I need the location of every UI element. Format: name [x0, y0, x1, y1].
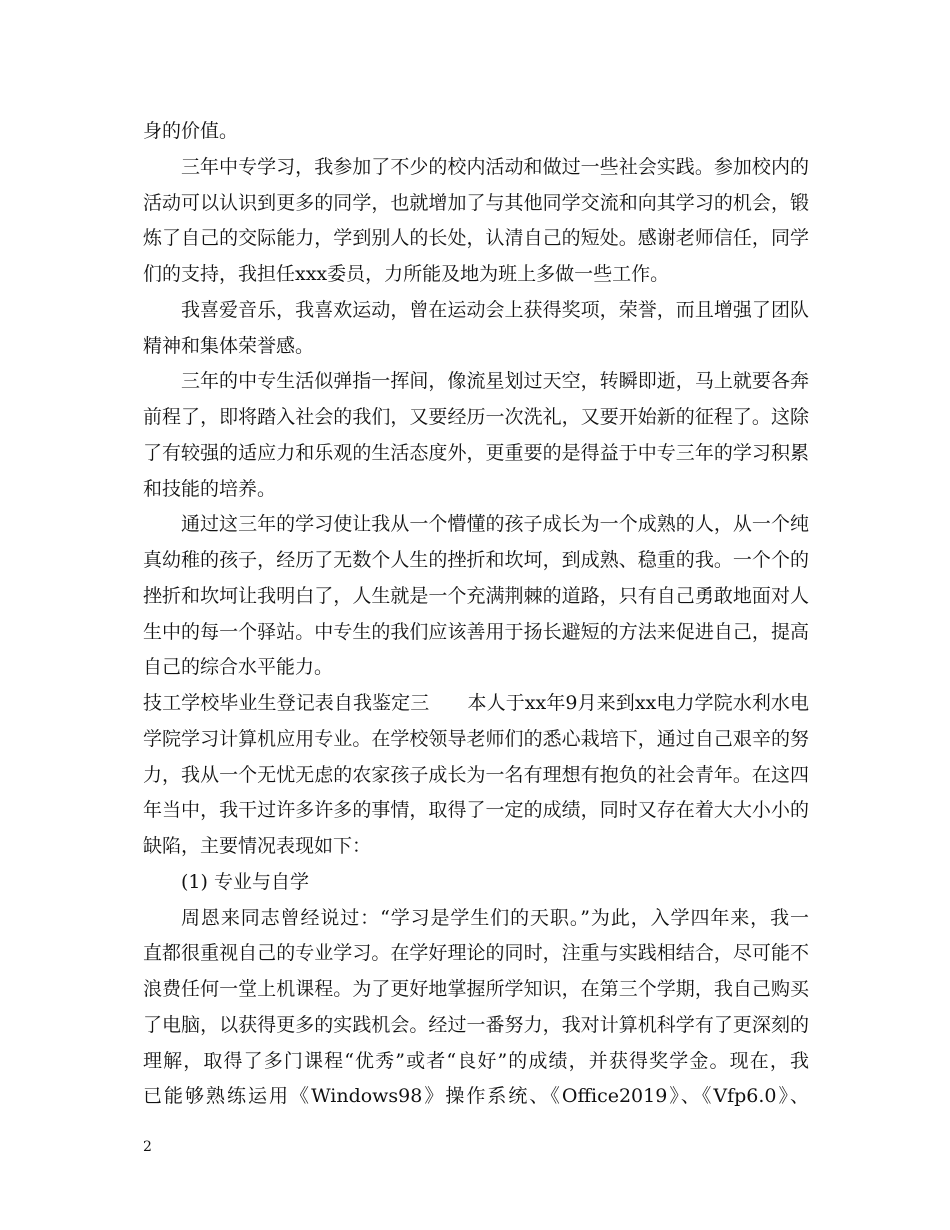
text-line: 了电脑，以获得更多的实践机会。经过一番努力，我对计算机科学有了更深刻的 [143, 1013, 809, 1036]
text-line: 精神和集体荣誉感。 [143, 334, 315, 357]
text-line: 挫折和坎坷让我明白了，人生就是一个充满荆棘的道路，只有自己勇敢地面对人 [143, 584, 809, 607]
text-line: 学院学习计算机应用专业。在学校领导老师们的悉心栽培下，通过自己艰辛的努 [143, 727, 809, 750]
text-line: 了有较强的适应力和乐观的生活态度外，更重要的是得益于中专三年的学习积累 [143, 441, 809, 464]
text-line: 缺陷，主要情况表现如下： [143, 835, 372, 857]
text-line: 身的价值。 [143, 120, 239, 142]
page-number: 2 [143, 1139, 152, 1155]
text-line: 浪费任何一堂上机课程。为了更好地掌握所学知识，在第三个学期，我自己购买 [143, 978, 809, 1000]
text-line: 和技能的培养。 [143, 477, 277, 500]
text-line: 我喜爱音乐，我喜欢运动，曾在运动会上获得奖项，荣誉，而且增强了团队 [181, 298, 809, 321]
text-line: 已能够熟练运用《Windows98》操作系统、《Office2019》、《Vfp6.0》、 [143, 1085, 809, 1108]
text-line: (1) 专业与自学 [181, 870, 309, 893]
text-line: 活动可以认识到更多的同学，也就增加了与其他同学交流和向其学习的机会，锻 [143, 191, 809, 214]
text-line: 力，我从一个无忧无虑的农家孩子成长为一名有理想有抱负的社会青年。在这四 [143, 763, 809, 786]
text-line: 通过这三年的学习使让我从一个懵懂的孩子成长为一个成熟的人，从一个纯 [181, 513, 809, 536]
text-line: 真幼稚的孩子，经历了无数个人生的挫折和坎坷，到成熟、稳重的我。一个个的 [143, 549, 809, 571]
text-line: 生中的每一个驿站。中专生的我们应该善用于扬长避短的方法来促进自己，提高 [143, 620, 809, 643]
text-line: 自己的综合水平能力。 [143, 656, 334, 679]
text-line: 炼了自己的交际能力，学到别人的长处，认清自己的短处。感谢老师信任，同学 [143, 227, 809, 250]
text-line: 三年中专学习，我参加了不少的校内活动和做过一些社会实践。参加校内的 [181, 155, 809, 178]
text-line: 直都很重视自己的专业学习。在学好理论的同时，注重与实践相结合，尽可能不 [143, 942, 809, 965]
text-line: 技工学校毕业生登记表自我鉴定三 本人于xx年9月来到xx电力学院水利水电 [143, 692, 809, 714]
text-line: 前程了，即将踏入社会的我们，又要经历一次洗礼，又要开始新的征程了。这除 [143, 406, 809, 428]
text-line: 理解，取得了多门课程“优秀”或者“良好”的成绩，并获得奖学金。现在，我 [143, 1049, 809, 1072]
text-line: 三年的中专生活似弹指一挥间，像流星划过天空，转瞬即逝，马上就要各奔 [181, 370, 809, 393]
text-line: 年当中，我干过许多许多的事情，取得了一定的成绩，同时又存在着大大小小的 [143, 799, 809, 822]
text-line: 们的支持，我担任xxx委员，力所能及地为班上多做一些工作。 [143, 263, 670, 285]
text-line: 周恩来同志曾经说过：“学习是学生们的天职。”为此，入学四年来，我一 [181, 906, 809, 929]
